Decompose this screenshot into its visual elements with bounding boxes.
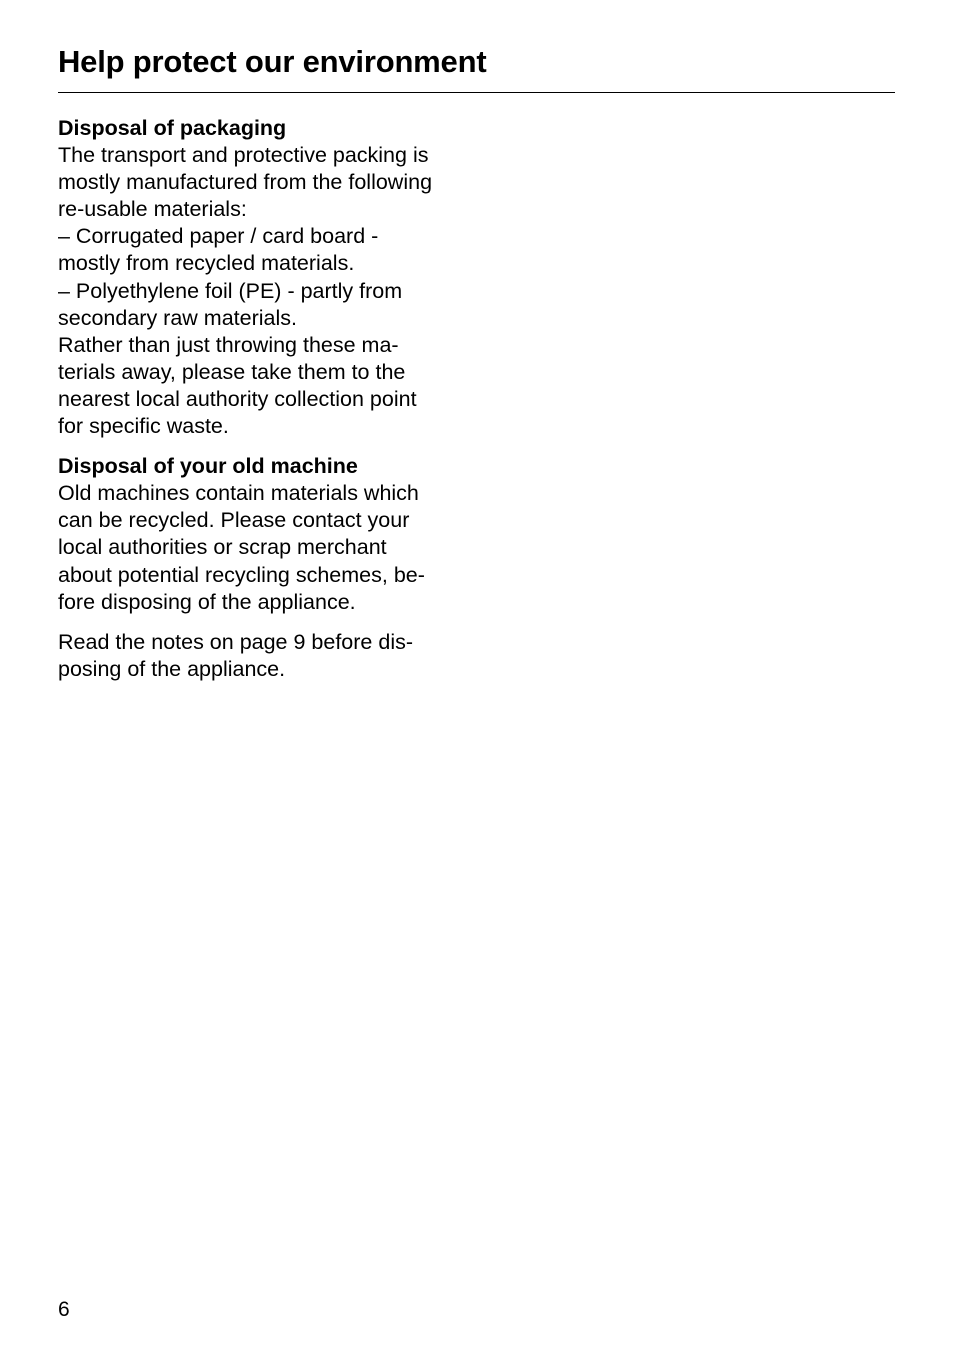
old-machine-section xyxy=(58,453,468,616)
page-number: 6 xyxy=(58,1298,70,1321)
packaging-section xyxy=(58,115,468,440)
old-machine-line: local authorities or scrap merchant xyxy=(58,535,387,560)
old-machine-heading: Disposal of your old machine xyxy=(58,454,358,479)
packaging-line: terials away, please take them to the xyxy=(58,359,406,384)
note-section xyxy=(58,629,468,683)
packaging-line: nearest local authority collection point xyxy=(58,386,417,411)
packaging-line: mostly manufactured from the following xyxy=(58,170,433,195)
packaging-line: secondary raw materials. xyxy=(58,305,297,330)
packaging-heading: Disposal of packaging xyxy=(58,116,287,140)
old-machine-line: fore disposing of the appliance. xyxy=(58,589,356,614)
old-machine-line: can be recycled. Please contact your xyxy=(58,508,410,533)
note-line: Read the notes on page 9 before dis- xyxy=(58,629,414,654)
packaging-line: Rather than just throwing these ma- xyxy=(58,332,399,357)
title-divider xyxy=(58,92,895,93)
old-machine-line: Old machines contain materials which xyxy=(58,481,419,506)
content-column xyxy=(58,115,468,683)
packaging-line: The transport and protective packing is xyxy=(58,143,429,168)
packaging-line: mostly from recycled materials. xyxy=(58,251,355,276)
page-title: Help protect our environment xyxy=(58,44,487,79)
packaging-line: re-usable materials: xyxy=(58,197,247,222)
packaging-line: for specific waste. xyxy=(58,414,229,439)
old-machine-line: about potential recycling schemes, be- xyxy=(58,562,425,587)
packaging-line: – Polyethylene foil (PE) - partly from xyxy=(58,278,403,303)
packaging-line: – Corrugated paper / card board - xyxy=(58,224,379,249)
note-line: posing of the appliance. xyxy=(58,656,286,681)
